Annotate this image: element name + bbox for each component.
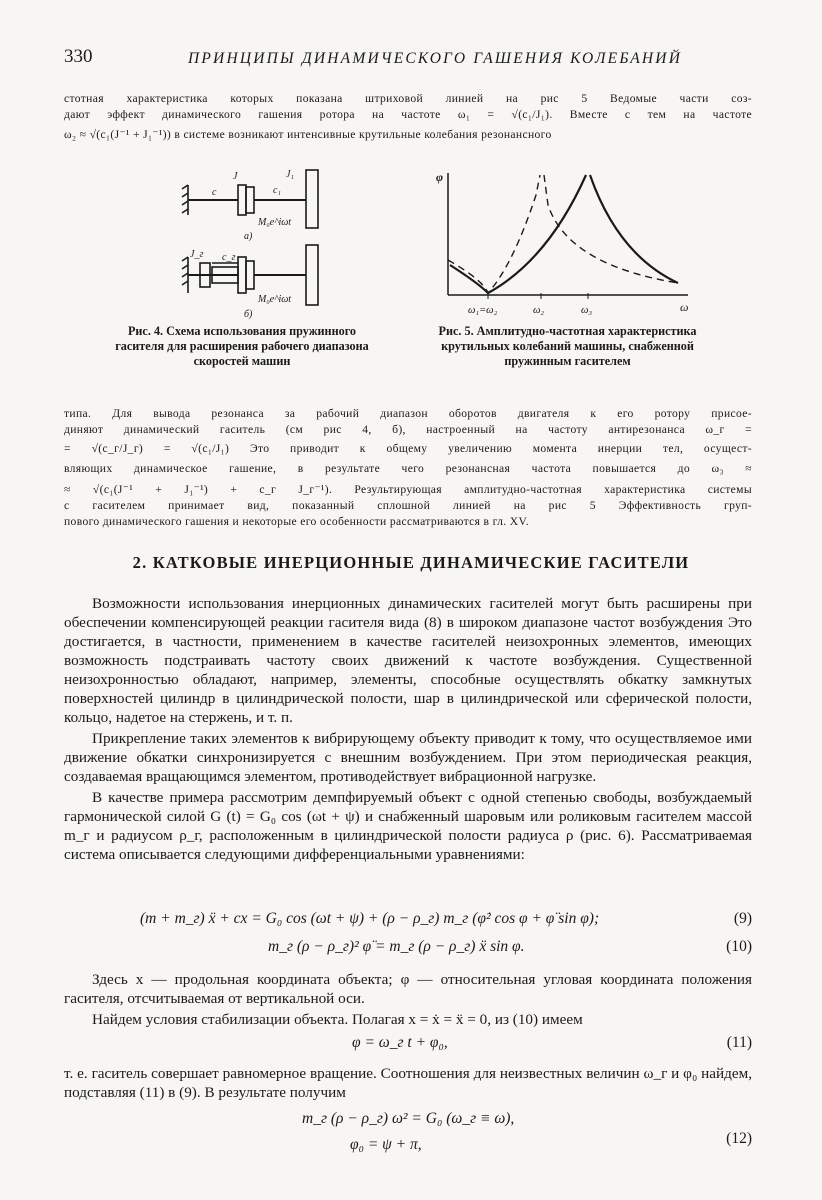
label-moment-b: M₀e^iωt <box>258 294 292 305</box>
y-axis-label: φ <box>436 170 444 184</box>
intro-line: дают эффект динамического гашения ротора на частоте ω₁ = √(c₁/J₁). Вместе с тем на частоте <box>64 108 752 122</box>
label-moment-a: M₀e^iωt <box>258 217 292 228</box>
tick-label: ω₂ <box>533 305 545 316</box>
equation-number: (9) <box>733 910 752 927</box>
figure-4-schematic <box>178 165 338 325</box>
tick-label: ω₃ <box>581 305 593 316</box>
label-Jg: J_г <box>190 249 204 260</box>
page-number: 330 <box>64 46 93 67</box>
text-line: вляющих динамическое гашение, в результате чего резонансная частота повышается до ω₃ ≈ <box>64 461 752 475</box>
text-line: диняют динамический гаситель (см рис 4, б), настроенный на частоту антирезонанса ω_г = <box>64 423 752 437</box>
figure-5 <box>428 165 698 325</box>
label-c: c <box>212 187 217 198</box>
section-title: 2. КАТКОВЫЕ ИНЕРЦИОННЫЕ ДИНАМИЧЕСКИЕ ГАСИТЕЛИ <box>132 553 690 572</box>
paragraph: Найдем условия стабилизации объекта. Полагая x = ẋ = ẍ = 0, из (10) имеем <box>92 1011 583 1028</box>
paragraph: Возможности использования инерционных динамических гасителей могут быть расширены при обеспечении компенсирующей реакции гасителя вида (8) в широком диапазоне частот возбуждения Это достигается, в частности, применением в качестве гасителей неизохронных элементов, имеющих возможность подстраивать частоту своих движений к частоте возбуждения. Существенной неизохронностью обладают, например, элементы, способные осуществлять обкатку замкнутых поверхностей цилиндр в цилиндрической полости, шар в цилиндрической или сферической полости, кольцо, надетое на стержень, и т. п. <box>64 595 752 726</box>
figure-4-caption: Рис. 4. Схема использования пружинного гасителя для расширения рабочего диапазона скоростей машин <box>115 324 369 368</box>
intro-line: ω₂ ≈ √(c₁(J⁻¹ + J₁⁻¹)) в системе возникают интенсивные крутильные колебания резонансного <box>64 128 552 142</box>
label-cg: c_г <box>222 252 236 263</box>
text-line: типа. Для вывода резонанса за рабочий диапазон оборотов двигателя к его ротору присое- <box>64 407 752 420</box>
equation-number: (10) <box>726 938 752 955</box>
equation-number: (12) <box>726 1130 752 1147</box>
label-J1: J₁ <box>286 169 294 180</box>
paragraph: т. е. гаситель совершает равномерное вращение. Соотношения для неизвестных величин ω_г и φ₀ найдем, подставляя (11) в (9). В результате получим <box>64 1065 752 1101</box>
figure-5-plot <box>428 165 698 325</box>
paragraph: В качестве примера рассмотрим демпфируемый объект с одной степенью свободы, возбуждаемый гармонической силой G (t) = G₀ cos (ωt + ψ) и снабженный шаровым или роликовым гасителем массой m_г и радиусом ρ_г, расположенным в цилиндрической полости радиуса ρ (рис. 6). Рассматриваемая система описывается следующими дифференциальными уравнениями: <box>64 789 752 863</box>
label-J: J <box>233 171 238 182</box>
paragraph: Прикрепление таких элементов к вибрирующему объекту приводит к тому, что осуществляемое ими движение обкатки синхронизируется с внешним возбуждением. При этом периодическая реакция, создаваемая вращающимся элементом, противодействует вибрационной нагрузке. <box>64 730 752 785</box>
label-b: б) <box>244 309 253 320</box>
equation-number: (11) <box>726 1034 752 1051</box>
after-figure-text <box>64 406 752 530</box>
x-axis-label: ω <box>680 300 689 314</box>
label-a: a) <box>244 231 253 242</box>
equation-11: φ = ω_г t + φ₀, <box>352 1034 448 1051</box>
equation-12b: φ₀ = ψ + π, <box>350 1136 422 1153</box>
figure-4 <box>178 165 338 325</box>
equation-9: (m + m_г) ẍ + cx = G₀ cos (ωt + ψ) + (ρ − ρ_г) m_г (φ̇² cos φ + φ̈ sin φ); <box>140 910 600 927</box>
label-c1: c₁ <box>273 185 281 196</box>
paragraph: Здесь x — продольная координата объекта; φ — относительная угловая координата положения гасителя, отсчитываемая от вертикальной оси. <box>64 971 752 1007</box>
text-line: = √(c_г/J_г) = √(c₁/J₁) Это приводит к общему увеличению момента инерции тел, осущест- <box>64 442 752 456</box>
text-line: ≈ √(c₁(J⁻¹ + J₁⁻¹) + c_г J_г⁻¹). Результирующая амплитудно-частотная характеристика системы <box>64 482 752 496</box>
equation-10: m_г (ρ − ρ_г)² φ̈ = m_г (ρ − ρ_г) ẍ sin φ. <box>268 938 525 955</box>
body-paragraphs-2 <box>64 970 752 1029</box>
text-line: с гасителем принимает вид, показанный сплошной линией на рис 5 Эффективность груп- <box>64 499 752 513</box>
body-paragraphs <box>64 594 752 864</box>
equation-12a: m_г (ρ − ρ_г) ω² = G₀ (ω_г ≡ ω), <box>302 1110 515 1127</box>
running-title: ПРИНЦИПЫ ДИНАМИЧЕСКОГО ГАШЕНИЯ КОЛЕБАНИЙ <box>188 50 683 67</box>
intro-text <box>64 91 752 144</box>
intro-line: стотная характеристика которых показана штриховой линией на рис 5 Ведомые части соз- <box>64 92 752 105</box>
text-line: пового динамического гашения и некоторые его особенности рассматриваются в гл. XV. <box>64 515 529 529</box>
tick-label: ω₁=ω₂ <box>468 305 498 316</box>
body-paragraphs-3 <box>64 1064 752 1102</box>
figure-5-caption: Рис. 5. Амплитудно-частотная характеристика крутильных колебаний машины, снабженной пружинным гасителем <box>438 324 697 368</box>
